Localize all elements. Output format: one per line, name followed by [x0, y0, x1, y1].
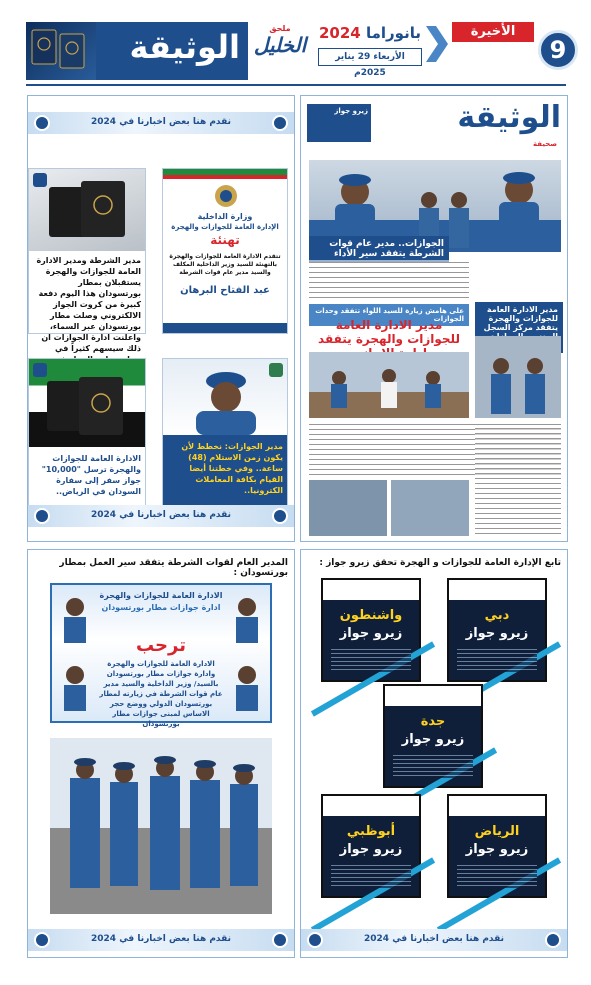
panel-bottom-right	[300, 549, 568, 958]
panel-band-top: نقدم هنا بعض اخبارنا في 2024	[28, 112, 294, 134]
officer-portrait-left	[58, 593, 92, 713]
zero-card-dubai: دبي زيرو جواز	[447, 578, 547, 682]
masthead	[26, 22, 248, 80]
news-column	[309, 260, 469, 300]
police-seal-icon	[34, 932, 50, 948]
officer-portrait-right	[230, 593, 264, 713]
post-director-statement: مدير الجوازات: نخطط لأن يكون زمن الاستلام (48) ساعة.. وفي خطتنا أيضا القيام بكافة المعاملات الكترونيا..	[162, 358, 288, 518]
post-riyadh-passports: الادارة العامة للجوازات والهجرة ترسل "10,000" جواز سفر إلى سفارة السودان في الرياض..	[28, 358, 146, 518]
police-seal-icon	[34, 508, 50, 524]
zero-card-riyadh: الرياض زيرو جواز	[447, 794, 547, 898]
news-photo-side	[475, 336, 561, 418]
section-tag: الأخيرة	[452, 22, 534, 42]
header-divider	[26, 84, 566, 86]
panorama-title: 2024 بانوراما	[319, 24, 421, 42]
issue-tag: زيرو جواز	[307, 104, 371, 142]
welcome-banner: الادارة العامة للجوازات والهجرة ادارة جوازات مطار بورتسودان ترحب الادارة العامة للجوازات والهجرة وادارة جوازات مطار بورتسودان بالسيد/ وزير الداخلية والسيد مدير عام قوات الشرطة في زيارته لمطار بورتسودان الدولي ووضع حجر الاساس لمبنى جوازات مطار بورتسودان	[50, 583, 272, 723]
panel-band-bottom: نقدم هنا بعض اخبارنا في 2024	[28, 929, 294, 951]
share-icon	[33, 173, 47, 187]
supplement-logo: ملحق الخليل	[253, 24, 307, 57]
news-photo-small-2	[391, 480, 469, 536]
share-icon	[33, 363, 47, 377]
post-passport-cards: مدير الشرطة ومدير الادارة العامة للجوازات والهجرة يستقبلان بمطار بورتسودان هذا اليوم دفعة كبيرة من كروت الجواز الالكتروني وصلت مطار بورتسودان عبر السماء، واعلنت ادارة الجوازات ان ذلك سيسهم كثيراً في	[28, 168, 146, 334]
zero-card-washington: واشنطون زيرو جواز	[321, 578, 421, 682]
share-icon	[269, 363, 283, 377]
issue-date: الأربعاء 29 يناير 2025م	[318, 48, 422, 66]
newspaper-masthead: الوثيقة صحيفة زيرو جواز	[307, 100, 561, 156]
passport-seal-icon	[272, 508, 288, 524]
group-photo-officers	[50, 738, 272, 914]
post-congrats-letter: وزارة الداخلية الإدارة العامة للجوازات والهجرة تهنئة تتقدم الادارة العامة للجوازات والهجرة بالتهنئة للسيد وزير الداخلية المكلف والسيد مدير عام قوات الشرطة عبد الفتاح البرهان	[162, 168, 288, 334]
police-seal-icon	[34, 115, 50, 131]
news-photo-office	[309, 352, 469, 418]
police-seal-icon	[307, 932, 323, 948]
panel-band-bottom: نقدم هنا بعض اخبارنا في 2024	[28, 505, 294, 527]
panel-bottom-left	[27, 549, 295, 958]
panel-top-left	[27, 95, 295, 542]
masthead-title: الوثيقة	[129, 28, 240, 66]
page-header	[0, 0, 591, 92]
page-number: 9	[538, 30, 578, 70]
chevron-right-icon	[422, 22, 452, 66]
passport-seal-icon	[272, 115, 288, 131]
news-photo-small-1	[309, 480, 387, 536]
panel-band-bottom: نقدم هنا بعض اخبارنا في 2024	[301, 929, 567, 951]
news-column	[475, 426, 561, 536]
passport-seal-icon	[272, 932, 288, 948]
zero-card-jeddah: جدة زيرو جواز	[383, 684, 483, 788]
passport-seal-icon	[545, 932, 561, 948]
emblem-icon	[213, 183, 239, 209]
panel-title: المدير العام لقوات الشرطة يتفقد سير العمل بمطار بورتسودان :	[59, 558, 288, 578]
zero-card-abudhabi: أبوظبي زيرو جواز	[321, 794, 421, 898]
passport-image	[26, 22, 96, 80]
panel-title: تابع الإدارة العامة للجوازات و الهجرة تحقق زيرو جواز :	[319, 558, 561, 568]
panel-top-right: الوثيقة صحيفة زيرو جواز الجوازات.. مدير عام قوات الشرطة يتفقد سير الأداء مدير الادارة العامة للجوازات والهجرة يتفقد مركز السجل على هامش زيارة للسيد اللواء تتفقد وحدات الجوازات مدير الادارة العامة للجوازات والهجرة يتفقد	[300, 95, 568, 542]
